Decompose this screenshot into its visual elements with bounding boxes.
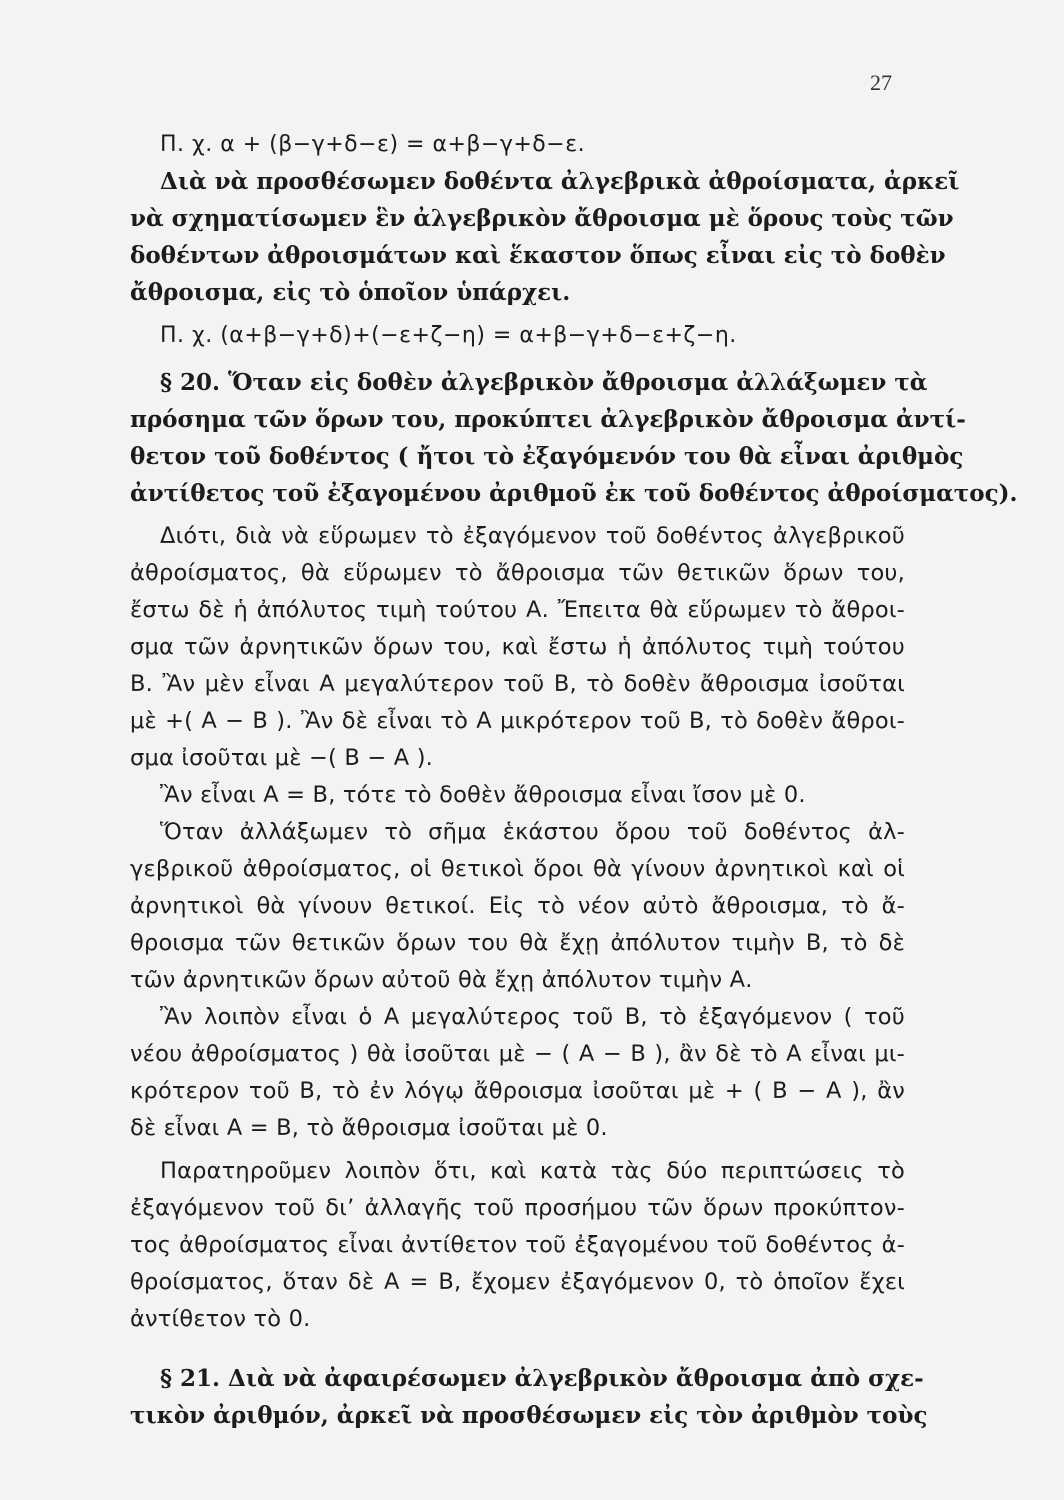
text-line: γεβρικοῦ ἀθροίσματος, οἱ θετικοὶ ὅροι θὰ γίνουν ἀρνητικοὶ καὶ οἱ <box>130 856 905 882</box>
example-formula-2: Π. χ. (α+β−γ+δ)+(−ε+ζ−η) = α+β−γ+δ−ε+ζ−η. <box>160 323 737 348</box>
text-line: θροισμα τῶν θετικῶν ὅρων του θὰ ἔχῃ ἀπόλυτον τιμὴν Β, τὸ δὲ <box>130 930 905 956</box>
page-number: 27 <box>870 70 892 95</box>
text-line: ἐξαγόμενον τοῦ δι’ ἀλλαγῆς τοῦ προσήμου τῶν ὅρων προκύπτον- <box>130 1195 905 1221</box>
text-line: Διὰ νὰ προσθέσωμεν δοθέντα ἀλγεβρικὰ ἀθροίσματα, ἀρκεῖ <box>160 168 960 195</box>
text-line: Διότι, διὰ νὰ εὕρωμεν τὸ ἐξαγόμενον τοῦ δοθέντος ἀλγεβρικοῦ <box>160 523 905 549</box>
text-line: Ἂν εἶναι Α = Β, τότε τὸ δοθὲν ἄθροισμα εἶναι ἴσον μὲ 0. <box>160 782 806 808</box>
text-line: κρότερον τοῦ Β, τὸ ἐν λόγῳ ἄθροισμα ἰσοῦται μὲ + ( Β − Α ), ἂν <box>130 1078 905 1104</box>
text-line: νὰ σχηματίσωμεν ἓν ἀλγεβρικὸν ἄθροισμα μὲ ὅρους τοὺς τῶν <box>130 205 954 232</box>
text-line: Ὅταν ἀλλάξωμεν τὸ σῆμα ἑκάστου ὅρου τοῦ δοθέντος ἀλ- <box>160 819 905 845</box>
text-line: ἀθροίσματος, θὰ εὕρωμεν τὸ ἄθροισμα τῶν θετικῶν ὅρων του, <box>130 560 905 586</box>
text-line: νέου ἀθροίσματος ) θὰ ἰσοῦται μὲ − ( Α − Β ), ἂν δὲ τὸ Α εἶναι μι- <box>130 1041 905 1067</box>
example-formula-1: Π. χ. α + (β−γ+δ−ε) = α+β−γ+δ−ε. <box>160 132 586 157</box>
text-line: τῶν ἀρνητικῶν ὅρων αὐτοῦ θὰ ἔχῃ ἀπόλυτον τιμὴν Α. <box>130 967 753 993</box>
text-line: Παρατηροῦμεν λοιπὸν ὅτι, καὶ κατὰ τὰς δύο περιπτώσεις τὸ <box>160 1158 905 1184</box>
text-line: ἀντίθετος τοῦ ἐξαγομένου ἀριθμοῦ ἐκ τοῦ δοθέντος ἀθροίσματος). <box>130 480 1018 507</box>
section-20-heading: § 20. Ὅταν εἰς δοθὲν ἀλγεβρικὸν ἄθροισμα ἀλλάξωμεν τὰ <box>160 369 928 396</box>
text-line: Β. Ἂν μὲν εἶναι Α μεγαλύτερον τοῦ Β, τὸ δοθὲν ἄθροισμα ἰσοῦται <box>130 671 905 697</box>
text-line: σμα τῶν ἀρνητικῶν ὅρων του, καὶ ἔστω ἡ ἀπόλυτος τιμὴ τούτου <box>130 634 905 660</box>
text-line: ἄθροισμα, εἰς τὸ ὁποῖον ὑπάρχει. <box>130 279 571 306</box>
text-line: τος ἀθροίσματος εἶναι ἀντίθετον τοῦ ἐξαγομένου τοῦ δοθέντος ἀ- <box>130 1232 905 1258</box>
text-line: θετον τοῦ δοθέντος ( ἤτοι τὸ ἐξαγόμενόν του θὰ εἶναι ἀριθμὸς <box>130 443 964 470</box>
text-line: ἔστω δὲ ἡ ἀπόλυτος τιμὴ τούτου Α. Ἔπειτα θὰ εὕρωμεν τὸ ἄθροι- <box>130 597 905 623</box>
text-line: δοθέντων ἀθροισμάτων καὶ ἕκαστον ὅπως εἶναι εἰς τὸ δοθὲν <box>130 242 946 269</box>
page-body <box>130 126 1018 1434</box>
section-21-heading: § 21. Διὰ νὰ ἀφαιρέσωμεν ἀλγεβρικὸν ἄθροισμα ἀπὸ σχε- <box>160 1365 924 1392</box>
text-line: σμα ἰσοῦται μὲ −( Β − Α ). <box>130 745 434 771</box>
text-line: πρόσημα τῶν ὅρων του, προκύπτει ἀλγεβρικὸν ἄθροισμα ἀντί- <box>130 406 966 433</box>
text-line: δὲ εἶναι Α = Β, τὸ ἄθροισμα ἰσοῦται μὲ 0. <box>130 1115 608 1141</box>
text-line: θροίσματος, ὅταν δὲ Α = Β, ἔχομεν ἐξαγόμενον 0, τὸ ὁποῖον ἔχει <box>130 1269 905 1295</box>
text-line: ἀντίθετον τὸ 0. <box>130 1306 311 1332</box>
text-line: Ἂν λοιπὸν εἶναι ὁ Α μεγαλύτερος τοῦ Β, τὸ ἐξαγόμενον ( τοῦ <box>160 1004 905 1030</box>
text-line: ἀρνητικοὶ θὰ γίνουν θετικοί. Εἰς τὸ νέον αὐτὸ ἄθροισμα, τὸ ἄ- <box>130 893 905 919</box>
text-line: μὲ +( Α − Β ). Ἂν δὲ εἶναι τὸ Α μικρότερον τοῦ Β, τὸ δοθὲν ἄθροι- <box>130 708 905 734</box>
text-line: τικὸν ἀριθμόν, ἀρκεῖ νὰ προσθέσωμεν εἰς τὸν ἀριθμὸν τοὺς <box>130 1402 928 1429</box>
